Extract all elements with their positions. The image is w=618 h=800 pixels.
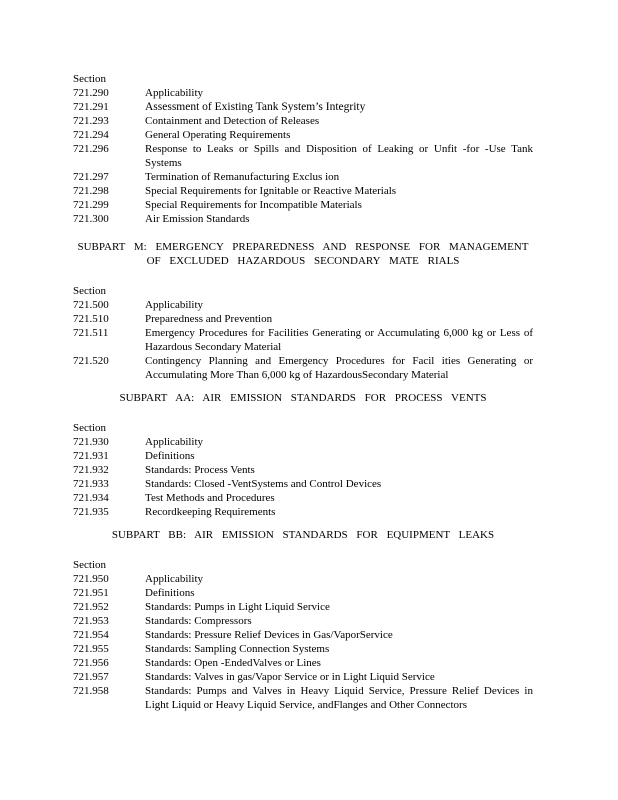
section-number: 721.520: [73, 355, 109, 367]
section-title: Applicability: [145, 87, 204, 99]
list-item: [73, 435, 533, 449]
section-title: Standards: Process Vents: [145, 464, 255, 476]
list-item: [73, 614, 533, 628]
list-item: [73, 354, 533, 382]
section-title: Containment and Detection of Releases: [145, 115, 320, 127]
list-item: [73, 491, 533, 505]
section-title: Air Emission Standards: [145, 213, 250, 225]
list-item: [73, 449, 533, 463]
section-number: 721.953: [73, 615, 109, 627]
section-block: [73, 528, 533, 712]
section-number: 721.931: [73, 450, 109, 462]
list-item: [73, 656, 533, 670]
section-title: Applicability: [145, 573, 204, 585]
section-title: General Operating Requirements: [145, 129, 291, 141]
list-item: [73, 114, 533, 128]
section-title: Standards: Sampling Connection Systems: [145, 643, 330, 655]
list-item: [73, 463, 533, 477]
subpart-heading: SUBPART M: EMERGENCY PREPAREDNESS AND RESPONSE FOR MANAGEMENT OF EXCLUDED HAZARDOUS SECONDARY MATE RIALS: [77, 241, 529, 267]
section-title: Definitions: [145, 450, 195, 462]
section-number: 721.958: [73, 685, 109, 697]
section-label: Section: [73, 285, 106, 297]
list-item: [73, 572, 533, 586]
section-number: 721.951: [73, 587, 109, 599]
section-number: 721.290: [73, 87, 109, 99]
section-number: 721.932: [73, 464, 109, 476]
list-item: [73, 198, 533, 212]
subpart-heading: SUBPART AA: AIR EMISSION STANDARDS FOR PROCESS VENTS: [119, 392, 487, 404]
section-title: Assessment of Existing Tank System’s Integrity: [145, 101, 366, 113]
list-item: [73, 184, 533, 198]
section-number: 721.500: [73, 299, 109, 311]
section-number: 721.934: [73, 492, 109, 504]
section-title: Recordkeeping Requirements: [145, 506, 276, 518]
section-block: [73, 391, 533, 519]
section-number: 721.933: [73, 478, 109, 490]
section-number: 721.930: [73, 436, 109, 448]
list-item: [73, 477, 533, 491]
section-number: 721.957: [73, 671, 109, 683]
section-title: Standards: Pressure Relief Devices in Gas/VaporService: [145, 629, 393, 641]
section-title: Termination of Remanufacturing Exclus ion: [145, 171, 340, 183]
section-number: 721.294: [73, 129, 109, 141]
section-title: Emergency Procedures for Facilities Generating or Accumulating 6,000 kg or Less of Hazardous Secondary Material: [145, 327, 533, 353]
section-number: 721.935: [73, 506, 109, 518]
section-title: Applicability: [145, 299, 204, 311]
list-item: [73, 142, 533, 170]
section-number: 721.956: [73, 657, 109, 669]
section-title: Test Methods and Procedures: [145, 492, 275, 504]
section-number: 721.291: [73, 101, 109, 113]
section-number: 721.299: [73, 199, 109, 211]
list-item: [73, 312, 533, 326]
section-title: Standards: Valves in gas/Vapor Service or in Light Liquid Service: [145, 671, 435, 683]
section-title: Special Requirements for Ignitable or Reactive Materials: [145, 185, 397, 197]
list-item: [73, 298, 533, 312]
section-label: Section: [73, 73, 106, 85]
section-title: Standards: Open -EndedValves or Lines: [145, 657, 321, 669]
list-item: [73, 505, 533, 519]
list-item: [73, 100, 533, 114]
section-number: 721.297: [73, 171, 109, 183]
section-title: Standards: Pumps and Valves in Heavy Liquid Service, Pressure Relief Devices in Light Liquid or Heavy Liquid Service, andFlanges and Other Connectors: [145, 685, 533, 711]
section-title: Standards: Compressors: [145, 615, 252, 627]
section-number: 721.293: [73, 115, 109, 127]
section-block: [73, 240, 533, 382]
section-title: Preparedness and Prevention: [145, 313, 273, 325]
subpart-heading: SUBPART BB: AIR EMISSION STANDARDS FOR EQUIPMENT LEAKS: [111, 529, 495, 541]
section-number: 721.950: [73, 573, 109, 585]
document-page: [73, 72, 533, 712]
section-label: Section: [73, 559, 106, 571]
section-number: 721.298: [73, 185, 109, 197]
section-title: Special Requirements for Incompatible Materials: [145, 199, 362, 211]
section-title: Standards: Closed -VentSystems and Control Devices: [145, 478, 382, 490]
section-number: 721.511: [73, 327, 109, 339]
list-item: [73, 326, 533, 354]
list-item: [73, 684, 533, 712]
section-number: 721.510: [73, 313, 109, 325]
section-number: 721.955: [73, 643, 109, 655]
section-title: Definitions: [145, 587, 195, 599]
section-title: Standards: Pumps in Light Liquid Service: [145, 601, 330, 613]
list-item: [73, 600, 533, 614]
section-block: [73, 72, 533, 226]
section-title: Contingency Planning and Emergency Procedures for Facil ities Generating or Accumulating More Than 6,000 kg of HazardousSecondary Material: [145, 355, 533, 381]
list-item: [73, 212, 533, 226]
section-number: 721.300: [73, 213, 109, 225]
section-number: 721.296: [73, 143, 109, 155]
section-title: Applicability: [145, 436, 204, 448]
list-item: [73, 86, 533, 100]
list-item: [73, 628, 533, 642]
section-label: Section: [73, 422, 106, 434]
section-number: 721.952: [73, 601, 109, 613]
list-item: [73, 128, 533, 142]
section-number: 721.954: [73, 629, 109, 641]
list-item: [73, 670, 533, 684]
list-item: [73, 586, 533, 600]
list-item: [73, 170, 533, 184]
section-title: Response to Leaks or Spills and Disposition of Leaking or Unfit -for -Use Tank Systems: [145, 143, 533, 169]
list-item: [73, 642, 533, 656]
